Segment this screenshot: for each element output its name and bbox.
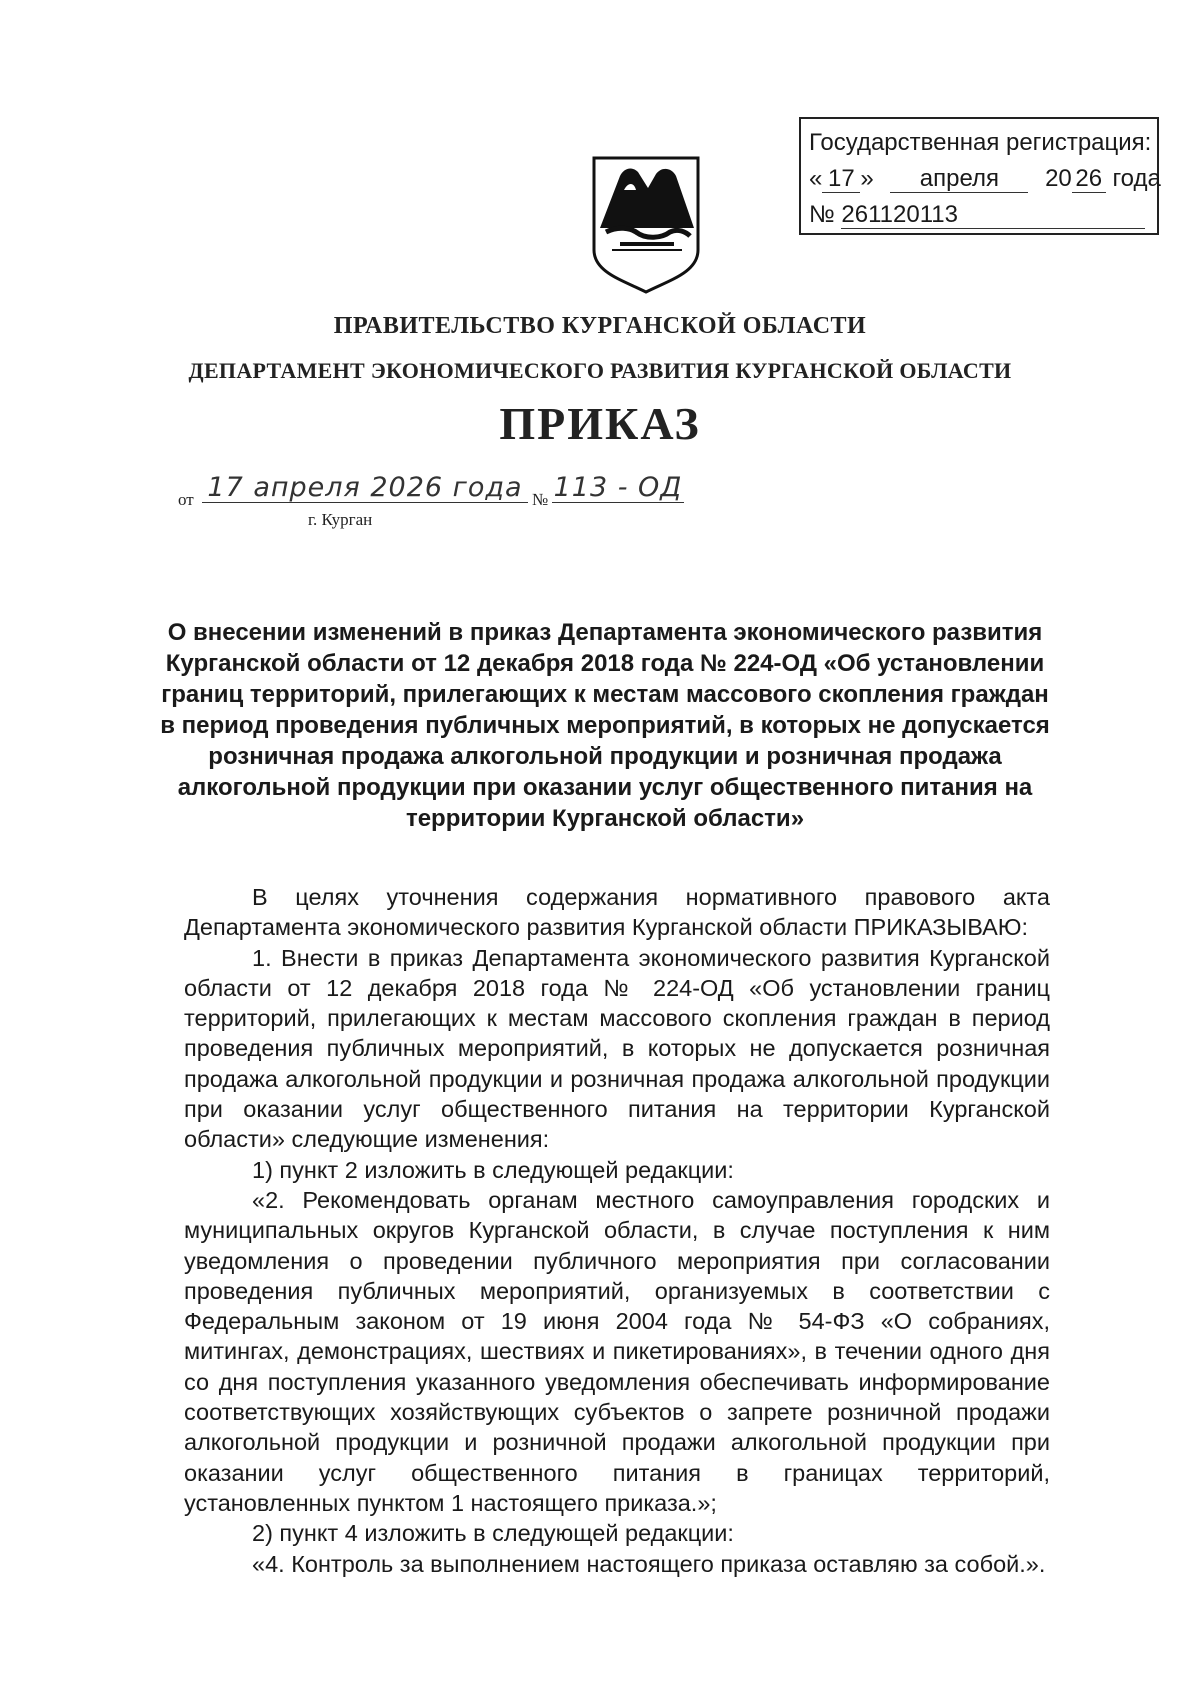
body-paragraph-subitem-2: 2) пункт 4 изложить в следующей редакции: xyxy=(252,1520,734,1547)
registration-month: апреля xyxy=(890,166,1028,193)
registration-year: 26 xyxy=(1072,166,1106,193)
order-subject: О внесении изменений в приказ Департамента экономического развития Курганской области от 12 декабря 2018 года № 224-ОД «Об установлении границ территорий, прилегающих к местам массового скопления граждан в период проведения публичных мероприятий, в которых не допускается розничная продажа алкогольной продукции и розничная продажа алкогольной продукции при оказании услуг общественного питания на территории Курганской области» xyxy=(160,619,1050,832)
registration-title: Государственная регистрация: xyxy=(809,129,1152,156)
registration-date: « 17 » апреля 20 26 года xyxy=(809,165,1161,192)
body-paragraph-point-4: «4. Контроль за выполнением настоящего приказа оставляю за собой.». xyxy=(252,1550,1046,1577)
body-paragraph-point-2: «2. Рекомендовать органам местного самоуправления городских и муниципальных округов Курганской области, в случае поступления к ним уведомления о проведении публичного мероприятия при согласовании проведения публичных мероприятий, организуемых в соответствии с Федеральным законом от 19 июня 2004 года № 54-ФЗ «О собраниях, митингах, демонстрациях, шествиях и пикетированиях», в течении одного дня со дня поступления указанного уведомления обеспечивать информирование соответствующих хозяйствующих субъектов о запрете розничной продажи алкогольной продукции и розничной продажи алкогольной продукции при оказании услуг общественного питания в границах территорий, установленных пунктом 1 настоящего приказа.»; xyxy=(184,1186,1050,1516)
body-paragraph-subitem-1: 1) пункт 2 изложить в следующей редакции: xyxy=(252,1156,734,1183)
order-body xyxy=(184,882,1050,1579)
department-title: ДЕПАРТАМЕНТ ЭКОНОМИЧЕСКОГО РАЗВИТИЯ КУРГАНСКОЙ ОБЛАСТИ xyxy=(188,358,1012,383)
order-city: г. Курган xyxy=(308,510,373,529)
body-paragraph-preamble: В целях уточнения содержания нормативного правового акта Департамента экономического развития Курганской области ПРИКАЗЫВАЮ: xyxy=(184,884,1050,941)
government-title: ПРАВИТЕЛЬСТВО КУРГАНСКОЙ ОБЛАСТИ xyxy=(333,313,867,339)
kurgan-coat-of-arms-icon xyxy=(590,154,702,294)
registration-box xyxy=(799,117,1159,235)
order-date-handwritten: 17 апреля 2026 года xyxy=(202,472,528,503)
registration-day: 17 xyxy=(822,166,860,193)
date-prefix: от xyxy=(178,490,194,509)
registration-number: 261120113 xyxy=(841,202,1145,229)
body-paragraph-item-1: 1. Внести в приказ Департамента экономического развития Курганской области от 12 декабря 2018 года № 224-ОД «Об установлении границ территорий, прилегающих к местам массового скопления граждан в период проведения публичных мероприятий, в которых не допускается розничная продажа алкогольной продукции и розничная продажа алкогольной продукции при оказании услуг общественного питания на территории Курганской области» следующие изменения: xyxy=(184,944,1050,1153)
order-date-number-line xyxy=(178,472,698,544)
registration-number-row: № 261120113 xyxy=(809,197,1157,233)
document-type-title: ПРИКАЗ xyxy=(499,398,701,449)
order-number-handwritten: 113 - ОД xyxy=(553,472,683,503)
number-prefix: № xyxy=(532,490,549,509)
